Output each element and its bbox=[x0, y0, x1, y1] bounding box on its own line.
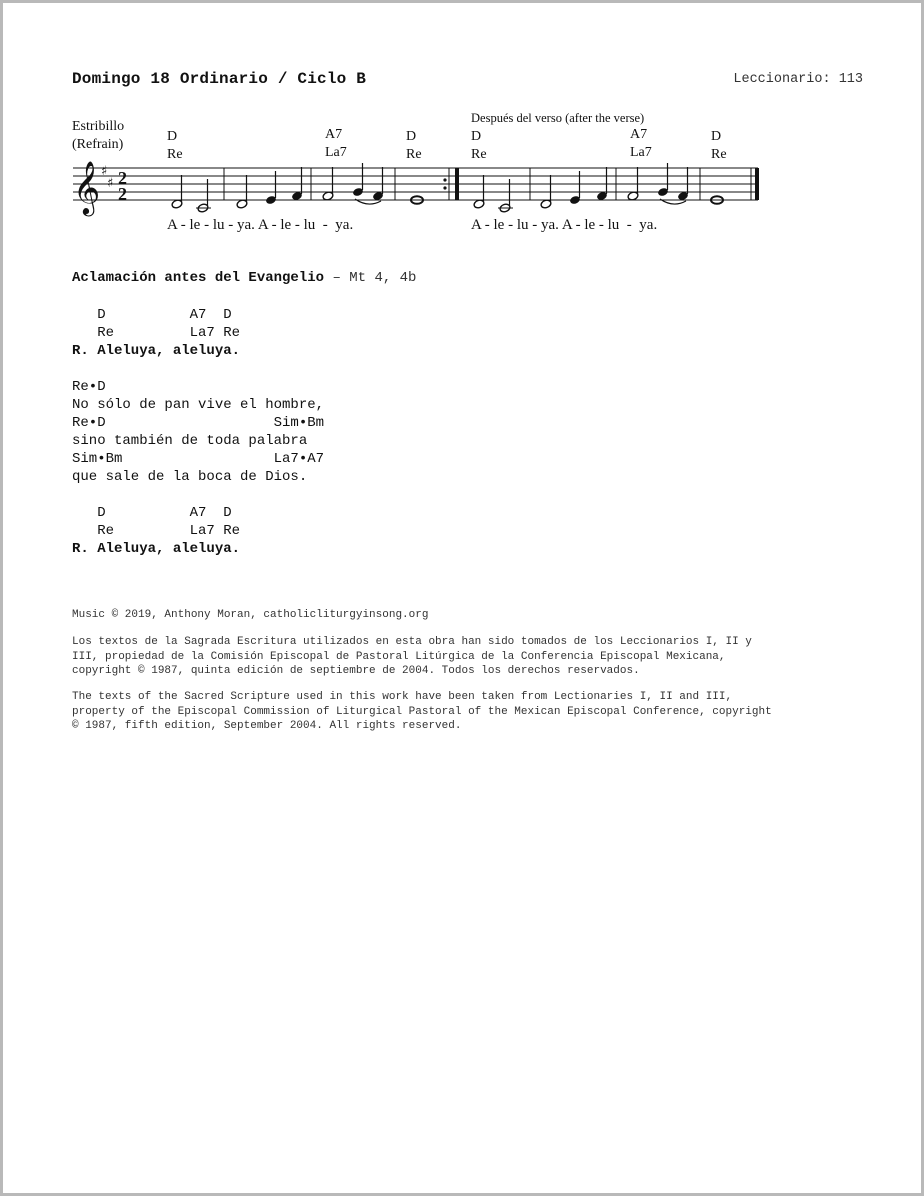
chord-line: Re La7 Re bbox=[72, 523, 241, 539]
verse-line: sino también de toda palabra bbox=[72, 433, 308, 449]
lectionary-number: Leccionario: 113 bbox=[733, 72, 863, 87]
sharp-icon: ♯ bbox=[101, 164, 108, 179]
spanish-copyright-notice: Los textos de la Sagrada Escritura utilizados en esta obra han sido tomados de los Leccionarios I, II y III, propiedad de la Comisión Episcopal de Pastoral Litúrgica de la Conferencia Episcopal Mexicana, copyright © 1987, quinta edición de septiembre de 2004. Todos los derechos reservados. bbox=[72, 636, 752, 677]
chord-line: Re La7 Re bbox=[72, 325, 241, 341]
chord-line: Sim•Bm La7•A7 bbox=[72, 451, 325, 467]
staff-lyrics: A - le - lu - ya. A - le - lu - ya. bbox=[471, 217, 658, 233]
acclamation-heading: Aclamación antes del Evangelio – Mt 4, 4b bbox=[72, 270, 417, 286]
chord-symbol: A7 La7 bbox=[630, 127, 652, 160]
chord-symbol: D Re bbox=[167, 129, 183, 162]
refrain-text: R. Aleluya, aleluya. bbox=[72, 541, 241, 557]
sharp-icon: ♯ bbox=[107, 176, 114, 191]
time-signature: 2 bbox=[118, 168, 127, 188]
chord-symbol: D Re bbox=[711, 129, 727, 162]
chord-line: Re•D bbox=[72, 379, 106, 395]
chord-symbol: A7 La7 bbox=[325, 127, 347, 160]
verse-block bbox=[72, 378, 324, 486]
music-staff bbox=[3, 3, 921, 243]
chord-symbol: D Re bbox=[406, 129, 422, 162]
verse-line: No sólo de pan vive el hombre, bbox=[72, 397, 325, 413]
time-signature: 2 bbox=[118, 184, 127, 204]
scripture-reference: – Mt 4, 4b bbox=[324, 270, 417, 286]
refrain-block bbox=[72, 504, 240, 558]
refrain-label: Estribillo bbox=[72, 119, 125, 134]
chord-symbol: D Re bbox=[471, 129, 487, 162]
refrain-label-english: (Refrain) bbox=[72, 137, 124, 152]
chord-line: Re•D Sim•Bm bbox=[72, 415, 325, 431]
music-credit: Music © 2019, Anthony Moran, catholicliturgyinsong.org bbox=[72, 609, 429, 621]
chord-line: D A7 D bbox=[72, 307, 232, 323]
staff-lyrics: A - le - lu - ya. A - le - lu - ya. bbox=[167, 217, 354, 233]
refrain-block bbox=[72, 306, 240, 360]
chord-line: D A7 D bbox=[72, 505, 232, 521]
english-copyright-notice: The texts of the Sacred Scripture used in this work have been taken from Lectionaries I, II and III, property of the Episcopal Commission of Liturgical Pastoral of the Mexican Episcopal Conference, copyright © 1987, fifth edition, September 2004. All rights reserved. bbox=[72, 691, 772, 732]
page-title: Domingo 18 Ordinario / Ciclo B bbox=[72, 70, 367, 88]
treble-clef-icon: 𝄞 bbox=[73, 160, 101, 214]
verse-line: que sale de la boca de Dios. bbox=[72, 469, 308, 485]
refrain-text: R. Aleluya, aleluya. bbox=[72, 343, 241, 359]
after-verse-label: Después del verso (after the verse) bbox=[471, 111, 645, 125]
